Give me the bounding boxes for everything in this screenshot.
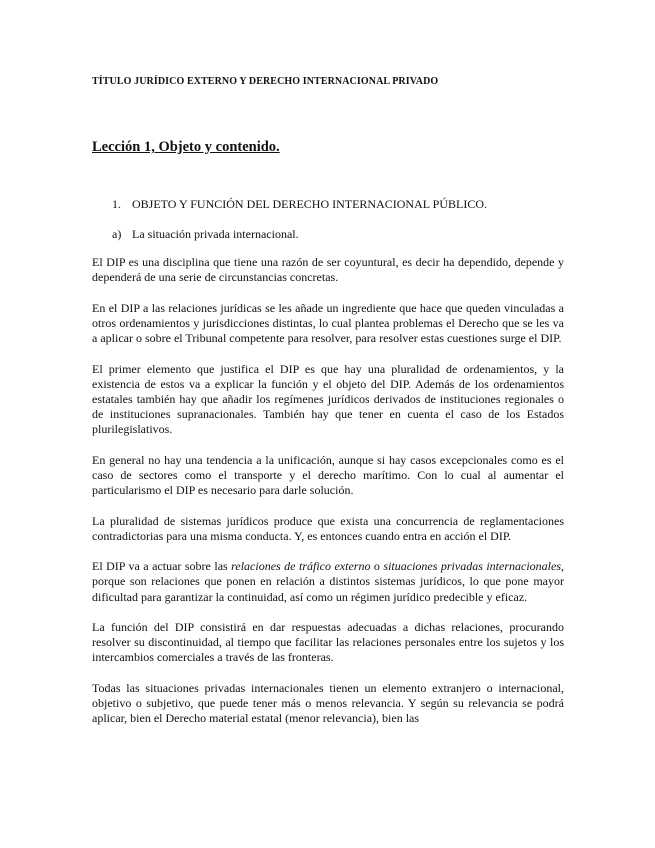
lesson-title: Lección 1, Objeto y contenido. bbox=[92, 139, 280, 155]
paragraph: El primer elemento que justifica el DIP es que hay una pluralidad de ordenamientos, y la existencia de estos va a explicar la función y el objeto del DIP. Además de los ordenamientos estatales también hay que añadir los regímenes jurídicos derivados de instituciones regionales o de instituciones supranacionales. También hay que tener en cuenta el caso de los Estados plurilegislativos. bbox=[92, 361, 564, 437]
paragraph bbox=[92, 559, 564, 604]
paragraph-text: , porque son relaciones que ponen en relación a distintos sistemas jurídicos, lo que pone mayor dificultad para garantizar la continuidad, así como un régimen jurídico predecible y eficaz. bbox=[92, 559, 565, 604]
paragraph: Todas las situaciones privadas internacionales tienen un elemento extranjero o internacional, objetivo o subjetivo, que puede tener más o menos relevancia. Y según su relevancia se podrá aplicar, bien el Derecho material estatal (menor relevancia), bien las bbox=[92, 681, 564, 726]
paragraph-text: o bbox=[370, 559, 384, 574]
paragraph: En general no hay una tendencia a la unificación, aunque si hay casos excepcionales como es el caso de sectores como el transporte y el derecho marítimo. Con lo cual al aumentar el particularismo el DIP es necesario para darle solución. bbox=[92, 452, 564, 497]
paragraph: La función del DIP consistirá en dar respuestas adecuadas a dichas relaciones, procurando resolver su discontinuidad, al tiempo que facilitar las relaciones personales entre los sujetos y los intercambios comerciales a través de las fronteras. bbox=[92, 620, 564, 665]
section-text: OBJETO Y FUNCIÓN DEL DERECHO INTERNACIONAL PÚBLICO. bbox=[132, 197, 487, 211]
subsection-heading bbox=[112, 227, 299, 242]
section-heading bbox=[112, 197, 487, 212]
paragraph-text: El DIP va a actuar sobre las bbox=[92, 559, 232, 574]
paragraph: La pluralidad de sistemas jurídicos produce que exista una concurrencia de reglamentaciones contradictorias para una misma conducta. Y, es entonces cuando entra en acción el DIP. bbox=[92, 513, 564, 543]
body-text bbox=[92, 255, 564, 742]
section-number: 1. bbox=[112, 197, 121, 211]
paragraph: En el DIP a las relaciones jurídicas se les añade un ingrediente que hace que queden vinculadas a otros ordenamientos y jurisdicciones distintas, lo cual plantea problemas el Derecho que se les va a aplicar o sobre el Tribunal competente para resolver, para resolver estas cuestiones surge el DIP. bbox=[92, 300, 564, 345]
subsection-text: La situación privada internacional. bbox=[132, 227, 299, 241]
subsection-number: a) bbox=[112, 227, 122, 241]
italic-term: situaciones privadas internacionales bbox=[383, 559, 562, 574]
paragraph: El DIP es una disciplina que tiene una razón de ser coyuntural, es decir ha dependido, depende y dependerá de una serie de circunstancias concretas. bbox=[92, 255, 564, 285]
document-title: TÍTULO JURÍDICO EXTERNO Y DERECHO INTERNACIONAL PRIVADO bbox=[92, 76, 439, 87]
italic-term: relaciones de tráfico externo bbox=[231, 559, 371, 574]
